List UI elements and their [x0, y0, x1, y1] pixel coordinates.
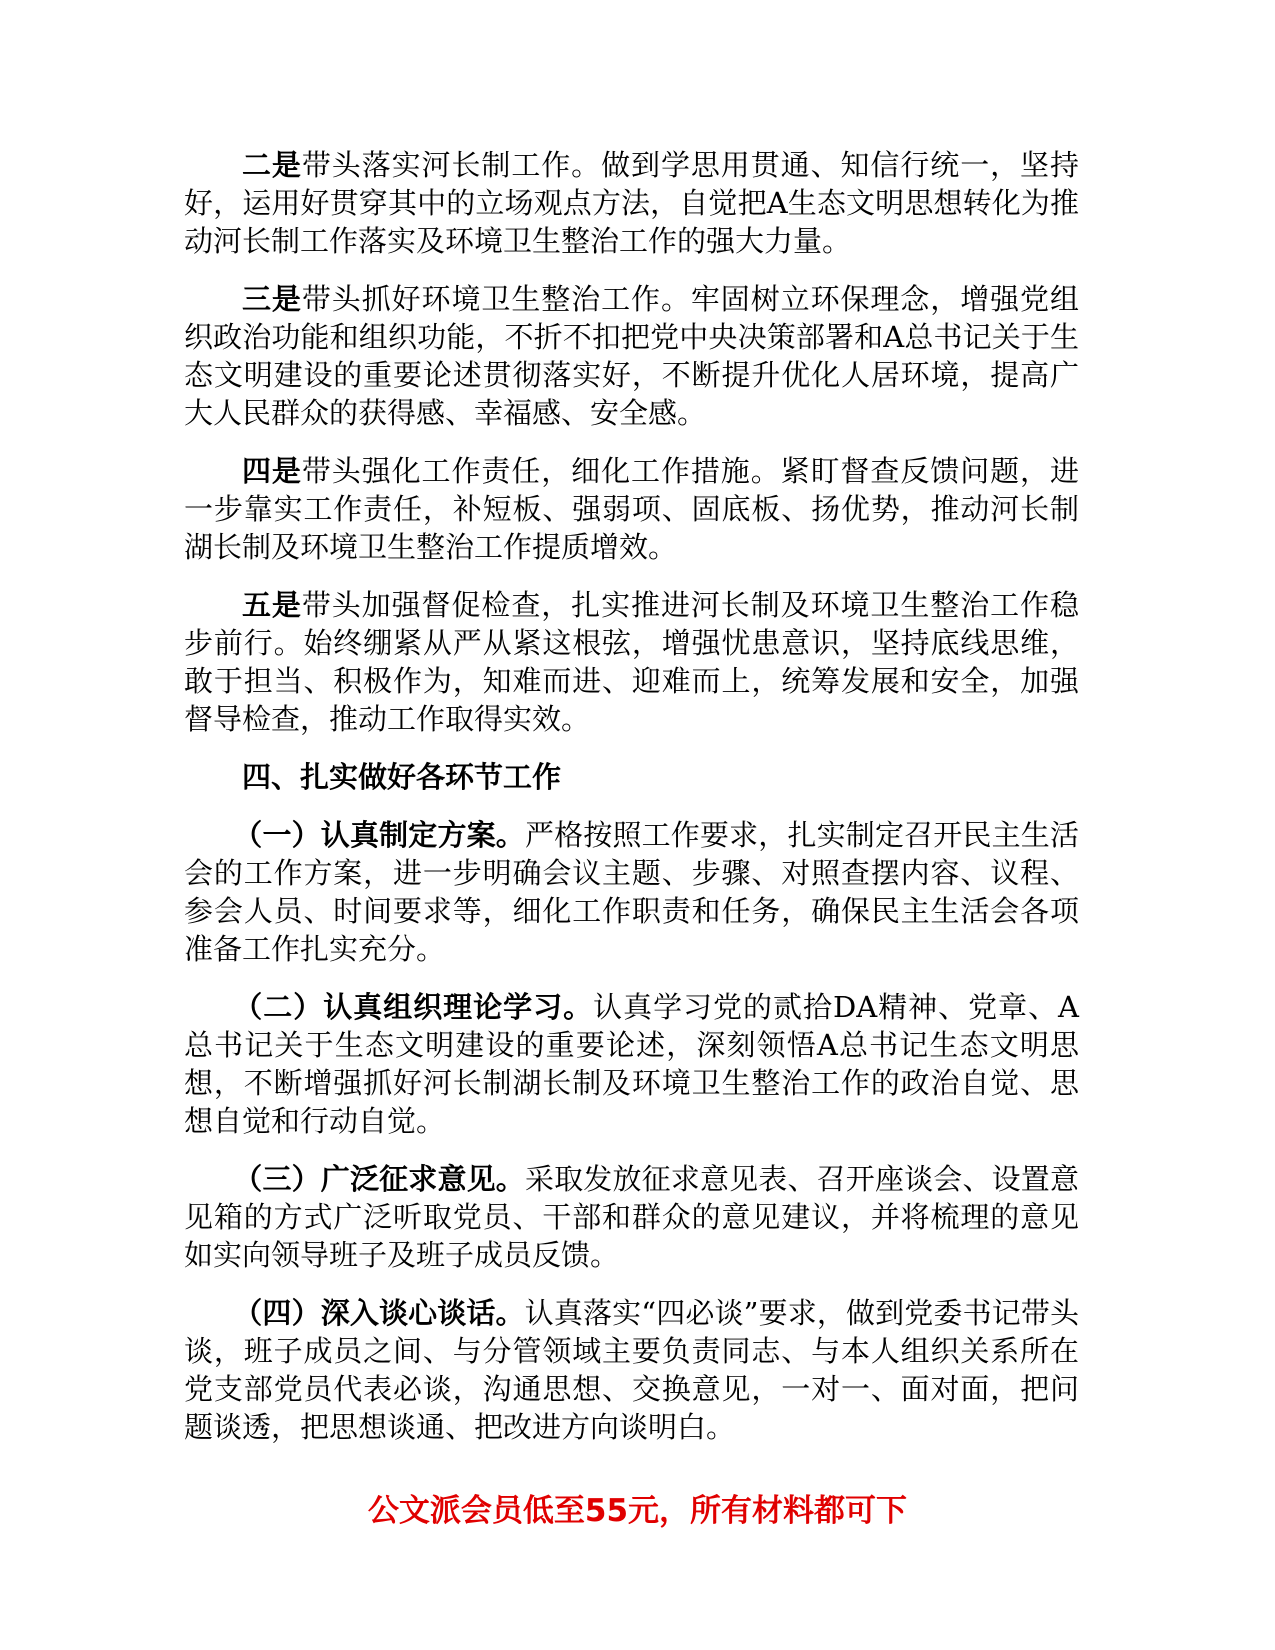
paragraph-lead: 二是: [242, 148, 302, 182]
subsection-text: 认真学习党的贰拾DA精神、党章、A总书记关于生态文明建设的重要论述，深刻领悟A总书记生态文明思想，不断增强抓好河长制湖长制及环境卫生整治工作的政治自觉、思想自觉和行动自觉。: [184, 990, 1079, 1138]
paragraph-text: 带头强化工作责任，细化工作措施。紧盯督查反馈问题，进一步靠实工作责任，补短板、强弱项、固底板、扬优势，推动河长制湖长制及环境卫生整治工作提质增效。: [184, 454, 1079, 564]
document-body: [184, 146, 1079, 1466]
subsection-lead: （三）广泛征求意见。: [233, 1162, 525, 1196]
paragraph-2: [184, 146, 1079, 260]
section-heading: 四、扎实做好各环节工作: [242, 760, 562, 794]
paragraph-lead: 五是: [242, 588, 302, 622]
promo-footer: 公文派会员低至55元，所有材料都可下: [367, 1493, 908, 1529]
paragraph-5: [184, 586, 1079, 738]
subsection-text: 采取发放征求意见表、召开座谈会、设置意见箱的方式广泛听取党员、干部和群众的意见建议，并将梳理的意见如实向领导班子及班子成员反馈。: [184, 1162, 1079, 1272]
paragraph-lead: 三是: [242, 282, 302, 316]
subsection-text: 认真落实“四必谈”要求，做到党委书记带头谈，班子成员之间、与分管领域主要负责同志、与本人组织关系所在党支部党员代表必谈，沟通思想、交换意见，一对一、面对面，把问题谈透，把思想谈通、把改进方向谈明白。: [184, 1296, 1079, 1444]
subsection-1: [184, 816, 1079, 968]
paragraph-4: [184, 452, 1079, 566]
paragraph-3: [184, 280, 1079, 432]
subsection-3: [184, 1160, 1079, 1274]
paragraph-text: 带头落实河长制工作。做到学思用贯通、知信行统一，坚持好，运用好贯穿其中的立场观点方法，自觉把A生态文明思想转化为推动河长制工作落实及环境卫生整治工作的强大力量。: [184, 148, 1079, 258]
subsection-4: [184, 1294, 1079, 1446]
subsection-text: 严格按照工作要求，扎实制定召开民主生活会的工作方案，进一步明确会议主题、步骤、对照查摆内容、议程、参会人员、时间要求等，细化工作职责和任务，确保民主生活会各项准备工作扎实充分。: [184, 818, 1079, 966]
paragraph-text: 带头加强督促检查，扎实推进河长制及环境卫生整治工作稳步前行。始终绷紧从严从紧这根弦，增强忧患意识，坚持底线思维，敢于担当、积极作为，知难而进、迎难而上，统筹发展和安全，加强督导检查，推动工作取得实效。: [184, 588, 1079, 736]
subsection-lead: （二）认真组织理论学习。: [233, 990, 594, 1024]
subsection-2: [184, 988, 1079, 1140]
subsection-lead: （一）认真制定方案。: [233, 818, 525, 852]
paragraph-lead: 四是: [242, 454, 302, 488]
paragraph-text: 带头抓好环境卫生整治工作。牢固树立环保理念，增强党组织政治功能和组织功能，不折不扣把党中央决策部署和A总书记关于生态文明建设的重要论述贯彻落实好，不断提升优化人居环境，提高广大人民群众的获得感、幸福感、安全感。: [184, 282, 1079, 430]
subsection-lead: （四）深入谈心谈话。: [233, 1296, 525, 1330]
